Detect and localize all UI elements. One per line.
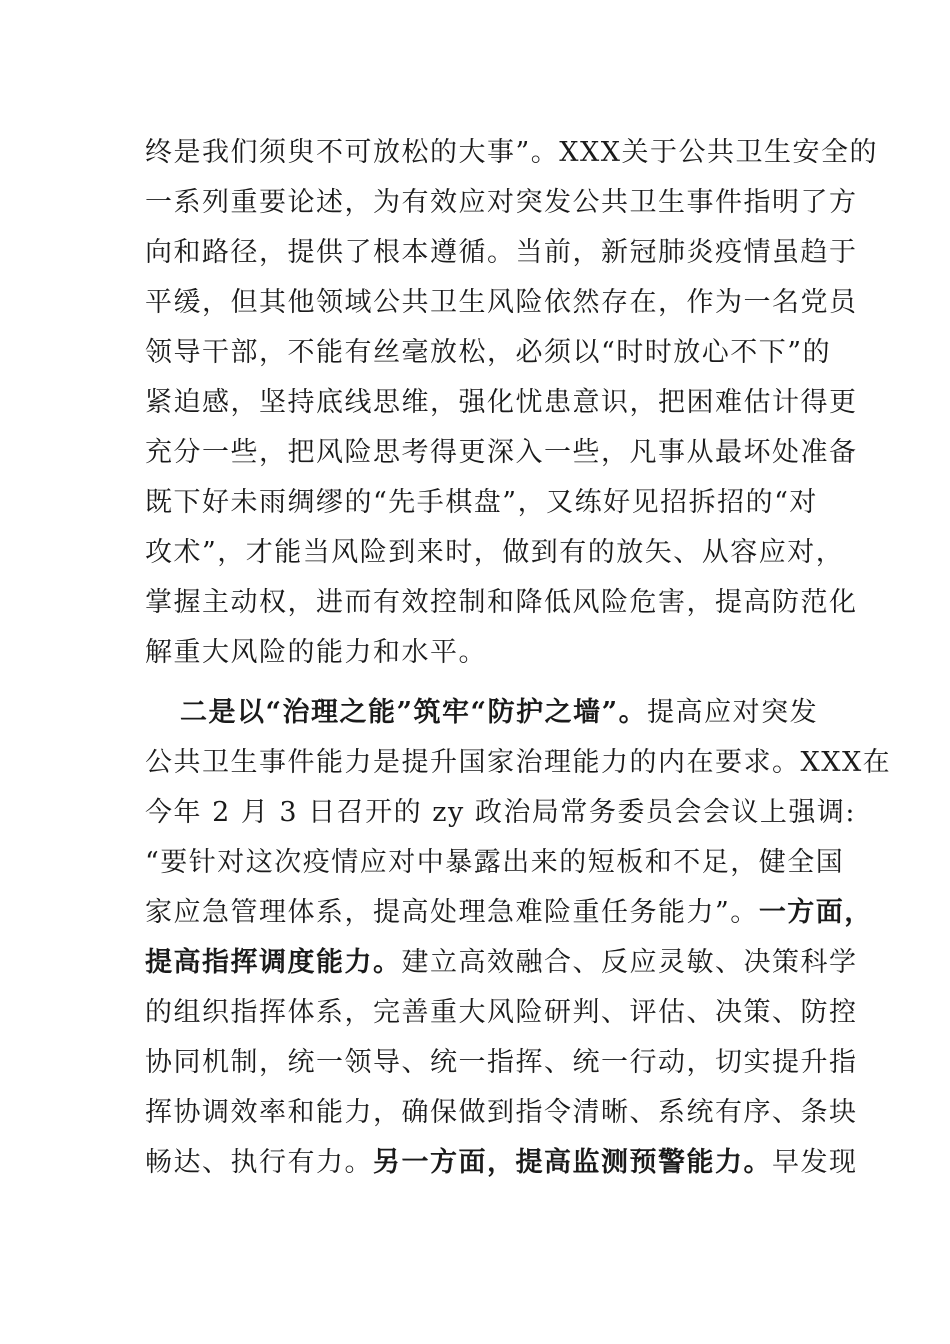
paragraph-1-line-8: 既下好未雨绸缪的“先手棋盘”，又练好见招拆招的“对 <box>145 487 818 518</box>
paragraph-2-line-4: “要针对这次疫情应对中暴露出来的短板和不足，健全国 <box>145 847 845 878</box>
paragraph-2-line-10-text: 畅达、执行有力。 <box>145 1147 373 1178</box>
paragraph-2-line-6-text: 建立高效融合、反应灵敏、决策科学 <box>401 947 858 978</box>
paragraph-2-line-5-text: 家应急管理体系，提高处理急难险重任务能力”。 <box>145 897 759 928</box>
paragraph-2-line-3: 今年 2 月 3 日召开的 zy 政治局常务委员会会议上强调: <box>145 797 856 828</box>
paragraph-1-line-1: 终是我们须臾不可放松的大事”。XXX关于公共卫生安全的 <box>145 137 878 168</box>
paragraph-2-heading: 二是以“治理之能”筑牢“防护之墙”。 <box>180 697 648 728</box>
emphasis-monitoring-capability: 另一方面，提高监测预警能力。 <box>373 1147 772 1178</box>
paragraph-2-line-1 <box>180 695 825 731</box>
emphasis-command-capability: 提高指挥调度能力。 <box>145 947 402 978</box>
paragraph-1-line-7: 充分一些，把风险思考得更深入一些，凡事从最坏处准备 <box>145 437 858 468</box>
paragraph-2-line-10-tail: 早发现 <box>772 1147 858 1178</box>
paragraph-1-line-5: 领导干部，不能有丝毫放松，必须以“时时放心不下”的 <box>145 337 832 368</box>
paragraph-2-line-6 <box>145 945 858 981</box>
paragraph-1-line-3: 向和路径，提供了根本遵循。当前，新冠肺炎疫情虽趋于 <box>145 237 858 268</box>
paragraph-2-line-8: 协同机制，统一领导、统一指挥、统一行动，切实提升指 <box>145 1047 858 1078</box>
paragraph-2-line-2: 公共卫生事件能力是提升国家治理能力的内在要求。XXX在 <box>145 747 892 778</box>
paragraph-1-line-11: 解重大风险的能力和水平。 <box>145 637 487 668</box>
paragraph-1-line-9: 攻术”，才能当风险到来时，做到有的放矢、从容应对， <box>145 537 845 568</box>
paragraph-2-line-10 <box>145 1145 858 1181</box>
paragraph-2-line-5 <box>145 895 873 931</box>
emphasis-one-side: 一方面， <box>758 897 873 928</box>
paragraph-1-line-6: 紧迫感，坚持底线思维，强化忧患意识，把困难估计得更 <box>145 387 858 418</box>
paragraph-1-line-10: 掌握主动权，进而有效控制和降低风险危害，提高防范化 <box>145 587 858 618</box>
paragraph-2-line-1-text: 提高应对突发 <box>647 697 819 728</box>
paragraph-1-line-4: 平缓，但其他领域公共卫生风险依然存在，作为一名党员 <box>145 287 858 318</box>
paragraph-2-line-7: 的组织指挥体系，完善重大风险研判、评估、决策、防控 <box>145 997 858 1028</box>
paragraph-1-line-2: 一系列重要论述，为有效应对突发公共卫生事件指明了方 <box>145 187 858 218</box>
paragraph-2-line-9: 挥协调效率和能力，确保做到指令清晰、系统有序、条块 <box>145 1097 858 1128</box>
